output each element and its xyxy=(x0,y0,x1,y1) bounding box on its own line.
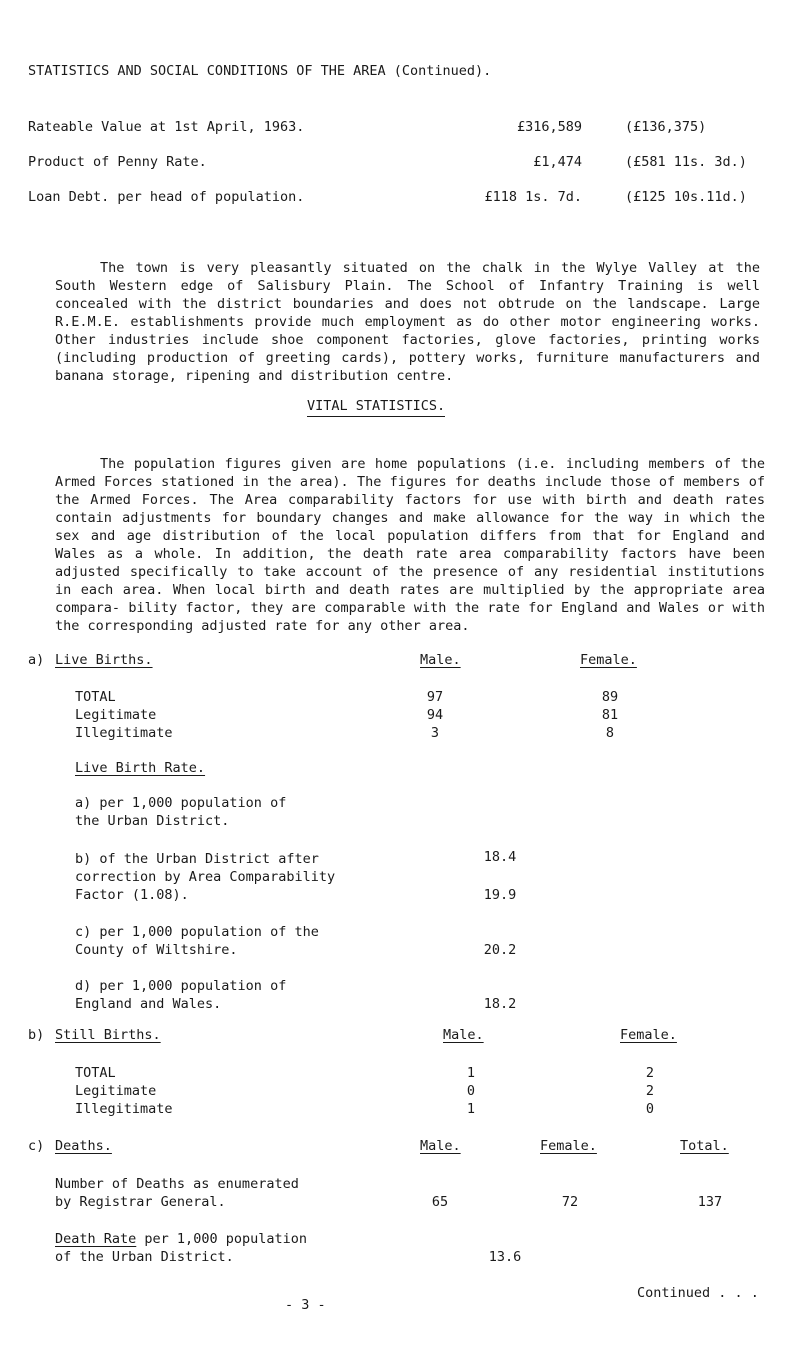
finance-label: Rateable Value at 1st April, 1963. xyxy=(28,119,305,135)
death-rate-value: 13.6 xyxy=(488,1249,522,1265)
row-label: TOTAL xyxy=(75,689,116,705)
finance-prev-value: (£125 10s.11d.) xyxy=(625,189,747,205)
finance-value: £316,589 xyxy=(516,119,582,135)
rate-description: b) of the Urban District after xyxy=(75,851,319,867)
female-value: 89 xyxy=(601,689,619,705)
section-marker: a) xyxy=(28,652,45,668)
death-rate-title: Death Rate xyxy=(55,1231,137,1247)
finance-prev-value: (£581 11s. 3d.) xyxy=(625,154,747,170)
finance-prev-value: (£136,375) xyxy=(625,119,707,135)
total-column-header: Total. xyxy=(680,1138,729,1154)
deaths-male-value: 65 xyxy=(431,1194,449,1210)
rate-description: a) per 1,000 population of xyxy=(75,795,287,811)
female-value: 2 xyxy=(645,1083,655,1099)
deaths-title: Deaths. xyxy=(55,1138,112,1154)
town-description: The town is very pleasantly situated on the chalk in the Wylye Valley at the South Western edge of Salisbury Plain. The School of Infantry Training is well concealed with the district boundaries and does not obtrude on the landscape. Large R.E.M.E. establishments provide much employment as do other motor engineering works. Other industries include shoe component factories, glove factories, printing works (including production of greeting cards), pottery works, furniture manufacturers and banana storage, ripening and distribution centre. xyxy=(55,260,760,384)
female-value: 0 xyxy=(645,1101,655,1117)
continued-note: Continued . . . xyxy=(637,1285,759,1301)
female-value: 81 xyxy=(601,707,619,723)
rate-value: 20.2 xyxy=(483,942,517,958)
finance-label: Product of Penny Rate. xyxy=(28,154,207,170)
deaths-female-value: 72 xyxy=(561,1194,579,1210)
rate-description: correction by Area Comparability xyxy=(75,869,336,885)
female-value: 8 xyxy=(605,725,615,741)
rate-description: c) per 1,000 population of the xyxy=(75,924,319,940)
page-number: - 3 - xyxy=(285,1297,326,1313)
finance-value: £118 1s. 7d. xyxy=(484,189,582,205)
female-column-header: Female. xyxy=(540,1138,597,1154)
section-marker: b) xyxy=(28,1027,45,1043)
deaths-number-description: by Registrar General. xyxy=(55,1194,226,1210)
live-birth-rate-title: Live Birth Rate. xyxy=(75,760,206,776)
male-value: 1 xyxy=(466,1101,476,1117)
female-value: 2 xyxy=(645,1065,655,1081)
deaths-total-value: 137 xyxy=(697,1194,723,1210)
female-column-header: Female. xyxy=(580,652,637,668)
row-label: TOTAL xyxy=(75,1065,116,1081)
rate-description: d) per 1,000 population of xyxy=(75,978,287,994)
death-rate-description xyxy=(55,1230,307,1248)
male-value: 1 xyxy=(466,1065,476,1081)
death-rate-line1: per 1,000 population xyxy=(144,1231,307,1247)
still-births-title: Still Births. xyxy=(55,1027,161,1043)
male-value: 94 xyxy=(426,707,444,723)
male-column-header: Male. xyxy=(420,1138,461,1154)
male-value: 97 xyxy=(426,689,444,705)
page-header: STATISTICS AND SOCIAL CONDITIONS OF THE AREA (Continued). xyxy=(28,63,492,79)
male-value: 0 xyxy=(466,1083,476,1099)
row-label: Legitimate xyxy=(75,707,157,723)
rate-description: Factor (1.08). xyxy=(75,887,189,903)
vital-statistics-intro: The population figures given are home populations (i.e. including members of the Armed Forces stationed in the area). The figures for deaths include those of members of the Armed Forces. The Area comparability factors for use with birth and death rates contain adjustments for boundary changes and make allowance for the way in which the sex and age distribution of the local population differs from that for England and Wales as a whole. In addition, the death rate area comparability factors have been adjusted specifically to take account of the presence of any residential institutions in each area. When local birth and death rates are multiplied by the appropriate area compara- bility factor, they are comparable with the rate for England and Wales or with the corresponding adjusted rate for any other area. xyxy=(55,456,765,634)
vital-statistics-heading: VITAL STATISTICS. xyxy=(307,397,445,417)
live-births-title: Live Births. xyxy=(55,652,153,668)
deaths-number-description: Number of Deaths as enumerated xyxy=(55,1176,299,1192)
rate-description: the Urban District. xyxy=(75,813,230,829)
rate-value: 18.4 xyxy=(483,849,517,865)
rate-value: 19.9 xyxy=(483,887,517,903)
row-label: Illegitimate xyxy=(75,1101,173,1117)
male-column-header: Male. xyxy=(420,652,461,668)
row-label: Legitimate xyxy=(75,1083,157,1099)
finance-label: Loan Debt. per head of population. xyxy=(28,189,305,205)
row-label: Illegitimate xyxy=(75,725,173,741)
section-marker: c) xyxy=(28,1138,45,1154)
death-rate-line2: of the Urban District. xyxy=(55,1249,234,1265)
rate-description: County of Wiltshire. xyxy=(75,942,238,958)
male-column-header: Male. xyxy=(443,1027,484,1043)
finance-value: £1,474 xyxy=(533,154,582,170)
rate-description: England and Wales. xyxy=(75,996,222,1012)
male-value: 3 xyxy=(430,725,440,741)
female-column-header: Female. xyxy=(620,1027,677,1043)
rate-value: 18.2 xyxy=(483,996,517,1012)
